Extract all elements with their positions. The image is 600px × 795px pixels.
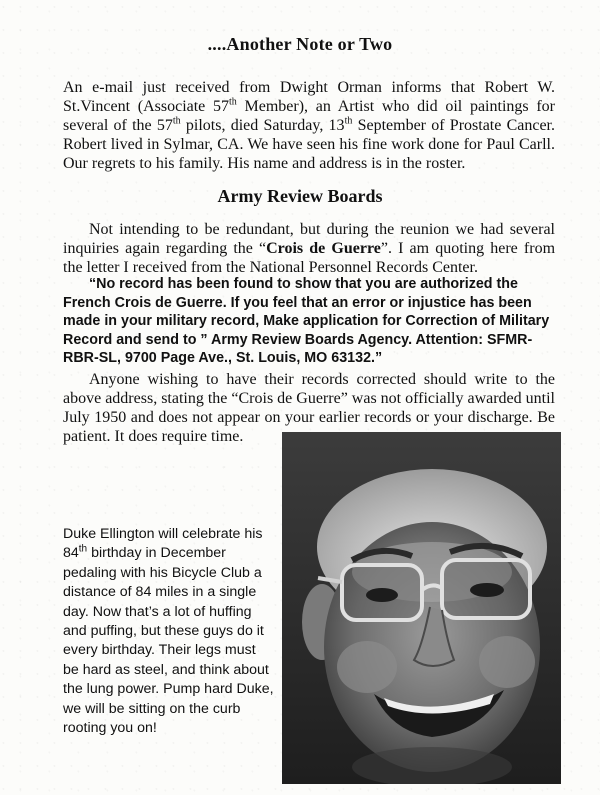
photo-caption (63, 525, 275, 738)
caption-text: Duke Ellington will celebrate his 84 (63, 526, 263, 562)
section-heading-army-review-boards: Army Review Boards (217, 186, 383, 206)
ordinal-suffix: th (229, 96, 237, 108)
obituary-text-part: September of Prostate Cancer. Robert lived in Sylmar, CA. We have seen his fine work done for Paul Carll. Our regrets to his family. His name and address is in the roster. (63, 117, 555, 172)
obituary-text-part: pilots, died Saturday, 13 (180, 117, 345, 134)
closing-paragraph: Anyone wishing to have their records corrected should write to the above address, stating the “Crois de Guerre” was not officially awarded until July 1950 and does not appear on your earlier records or your discharge. Be patient. It does require time. (63, 371, 555, 445)
obituary-paragraph (63, 78, 555, 173)
ordinal-suffix: th (344, 115, 353, 127)
caption-text-end: birthday in December pedaling with his Bicycle Club a distance of 84 miles in a single day. Now that’s a lot of huffing and puffing, but these guys do it every birthday. Their legs must be hard as steel, and think about the lung power. Pump hard Duke, we will be sitting on the curb rooting you on! (63, 545, 274, 737)
intro-text: Not intending to be redundant, but during the reunion we had several inquiries again regarding the “ (63, 221, 555, 257)
intro-bold-term: Crois de Guerre (266, 240, 381, 257)
records-center-quote: “No record has been found to show that you are authorized the French Crois de Guerre. If you feel that an error or injustice has been made in your military record, Make application for Correction of Military Record and send to ” Army Review Boards Agency. Attention: SFMR-RBR-SL, 9700 Page Ave., St. Louis, MO 63132.” (63, 276, 550, 366)
ordinal-suffix: th (172, 115, 181, 127)
caption-ordinal-suffix: th (78, 543, 88, 555)
obituary-text-part: Member), an Artist who did oil paintings for several of the 57 (63, 98, 556, 134)
portrait-photo (282, 432, 561, 784)
portrait-photo-drawing (282, 432, 561, 784)
intro-paragraph (63, 220, 555, 277)
obituary-text-part: An e-mail just received from Dwight Orman informs that Robert W. St.Vincent (Associate 57 (63, 79, 555, 115)
section-heading-another-note: ....Another Note or Two (207, 34, 393, 54)
intro-text-end: ”. I am quoting here from the letter I received from the National Personnel Records Center. (63, 240, 556, 276)
